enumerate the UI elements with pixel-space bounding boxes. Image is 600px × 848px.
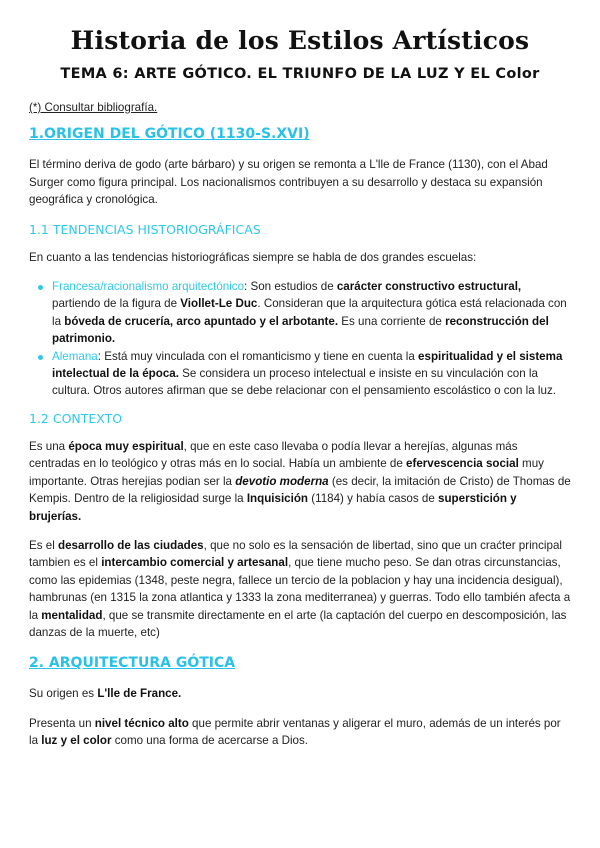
document-title: Historia de los Estilos Artísticos — [70, 26, 530, 55]
document-subtitle: TEMA 6: ARTE GÓTICO. EL TRIUNFO DE LA LUZ Y EL Color — [60, 66, 540, 82]
paragraph-contexto-1 — [29, 438, 571, 525]
list-item-francesa — [29, 278, 571, 348]
bold-text: Viollet-Le Duc — [180, 297, 258, 311]
heading-origen: 1.ORIGEN DEL GÓTICO (1130-S.XVI) — [29, 126, 310, 143]
text-segment: partiendo de la figura de — [52, 297, 181, 311]
text-segment: que permite abrir ventanas y aligerar el muro, además de un interés por la — [29, 716, 561, 748]
bibliography-note: (*) Consultar bibliografía. — [29, 101, 158, 114]
heading-contexto: 1.2 CONTEXTO — [29, 410, 123, 426]
bold-text: intercambio comercial y artesanal — [101, 556, 289, 570]
heading-arquitectura: 2. ARQUITECTURA GÓTICA — [29, 655, 236, 672]
text-segment: Es una — [29, 439, 69, 453]
text-segment: , que no solo es la sensación de libertad, sino que un craćter principal tambien es el — [29, 538, 562, 570]
bullet-icon — [38, 355, 43, 360]
bold-italic-text: devotio moderna — [235, 474, 329, 488]
bold-text: desarrollo de las ciudades — [58, 538, 204, 552]
paragraph-arquitectura-1 — [29, 685, 571, 702]
text-segment: , que en este caso llevaba o podía llevar a herejías, algunas más centradas en lo teológico y otras más en lo social. Había un ambiente de — [29, 439, 518, 471]
bold-text: espiritualidad y el sistema intelectual de la época. — [52, 349, 563, 381]
text-segment: Se considera un proceso intelectual e insiste en su vinculación con la cultura. Otros autores afirman que se debe relacionar con el pensamiento escolástico o con la luz. — [52, 367, 556, 398]
paragraph-contexto-2 — [29, 537, 571, 641]
paragraph-origen: El término deriva de godo (arte bárbaro) y su origen se remonta a L'lle de France (1130), con el Abad Surger como figura principal. Los nacionalismos contribuyen a su desarrollo y destaca su expansión geográfica y cronológica. — [29, 158, 548, 207]
text-segment: Su origen es — [29, 687, 98, 701]
tendencias-list — [29, 278, 571, 400]
text-segment: , que tiene mucho peso. Se dan otras circunstancias, como las epidemias (1348, peste negra, fallece un tercio de la poblacion y hay una incidencia desigual), hambrunas (en 1315 la zona atlantica y 1333 la zona mediterranea) y guerras. Todo ello también afecta a la — [29, 556, 571, 622]
term-alemana: Alemana — [52, 349, 98, 363]
text-segment: como una forma de acercarse a Dios. — [111, 734, 309, 748]
text-segment: (1184) y había casos de — [308, 492, 439, 506]
bold-text: mentalidad — [41, 608, 103, 622]
bold-text: nivel técnico alto — [94, 716, 189, 730]
bold-text: Inquisición — [246, 492, 309, 506]
paragraph-tendencias-intro: En cuanto a las tendencias historiográficas siempre se habla de dos grandes escuelas: — [29, 250, 477, 264]
bold-text: efervescencia social — [406, 457, 519, 471]
bold-text: época muy espiritual — [68, 439, 184, 453]
bold-text: luz y el color — [41, 734, 112, 748]
text-segment: Presenta un — [29, 716, 95, 730]
bold-text: reconstrucción del patrimonio. — [52, 314, 549, 346]
bullet-icon — [38, 285, 43, 290]
list-item-alemana — [29, 348, 571, 400]
text-segment: muy importante. Otras herejias podian ser la — [29, 457, 544, 488]
text-segment: : Son estudios de — [244, 280, 337, 294]
text-segment: Es el — [29, 538, 58, 552]
bold-text: superstición y brujerías. — [29, 492, 517, 523]
term-francesa: Francesa/racionalismo arquitectónico — [52, 280, 245, 294]
text-segment: : Está muy vinculada con el romanticismo y tiene en cuenta la — [97, 349, 419, 363]
paragraph-arquitectura-2 — [29, 715, 571, 750]
text-segment: . Consideran que la arquitectura gótica está relacionada con la — [52, 297, 567, 328]
heading-tendencias: 1.1 TENDENCIAS HISTORIOGRÁFICAS — [29, 221, 261, 237]
bold-text: carácter constructivo estructural, — [336, 280, 522, 294]
bold-text: L'lle de France. — [97, 687, 182, 701]
text-segment: , que se transmite directamente en el arte (la captación del cuerpo en descomposición, las danzas de la muerte, etc) — [29, 608, 567, 639]
bold-text: bóveda de crucería, arco apuntado y el arbotante. — [64, 314, 339, 328]
text-segment: (es decir, la imitación de Cristo) de Thomas de Kempis. Dentro de la religiosidad surge la — [29, 474, 571, 506]
text-segment: Es una corriente de — [338, 314, 446, 328]
